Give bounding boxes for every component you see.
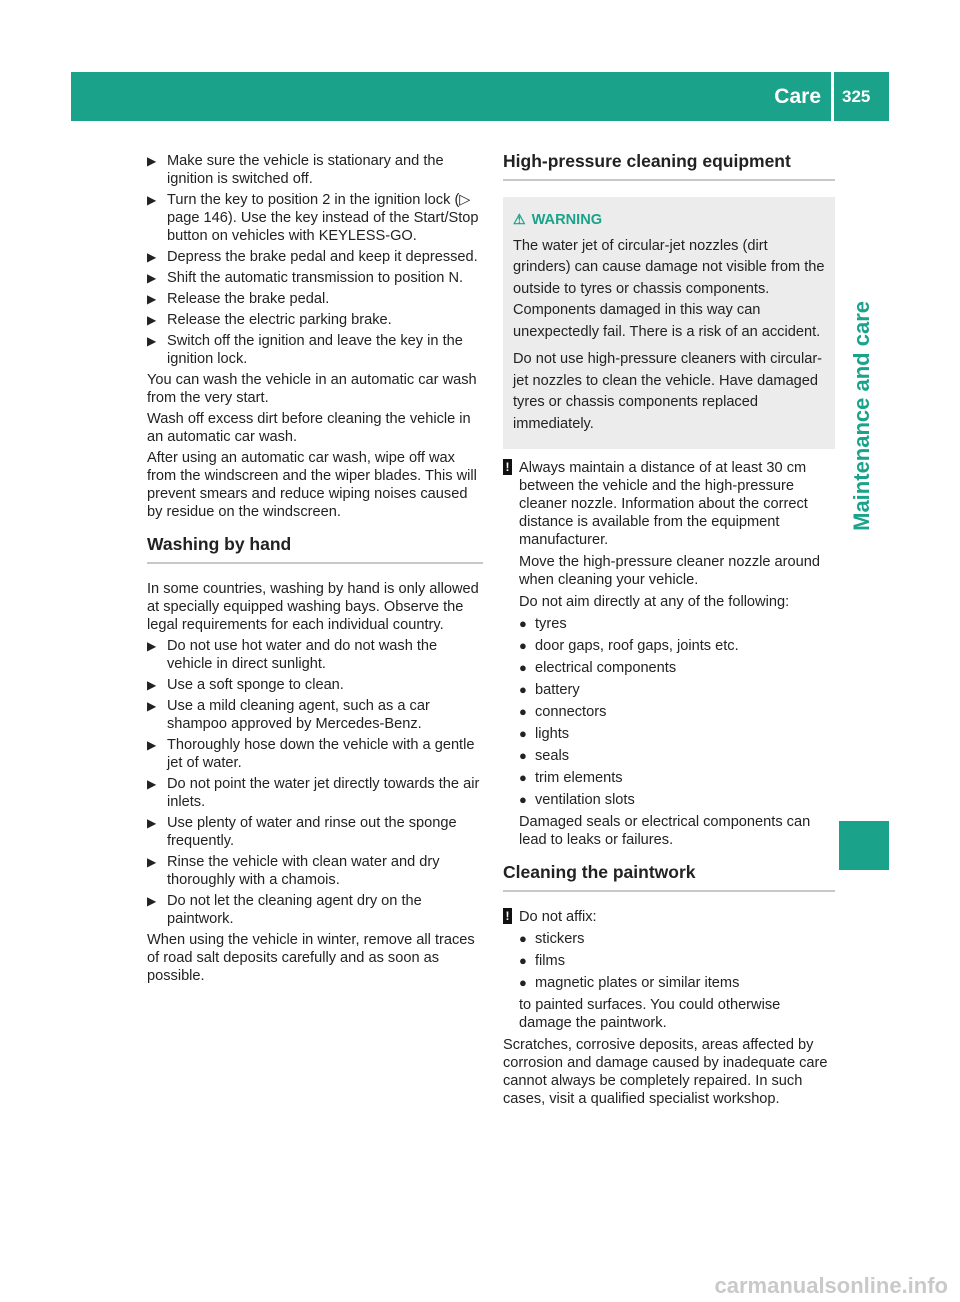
warning-label: WARNING <box>531 212 603 228</box>
list-item: ● tyres <box>519 616 567 632</box>
arrow-icon: ▶ <box>147 334 157 348</box>
note-affix <box>503 908 835 1032</box>
list-item: ● films <box>519 953 565 969</box>
bullet-icon: ● <box>519 931 527 946</box>
bullet-icon: ● <box>519 792 527 807</box>
list-item: ● seals <box>519 748 570 764</box>
step-item: ▶ Release the brake pedal. <box>147 291 330 307</box>
step-item: ▶ Thoroughly hose down the vehicle with a gentle jet of water. <box>147 737 475 771</box>
step-item: ▶ Depress the brake pedal and keep it depressed. <box>147 249 478 265</box>
exclamation-icon: ! <box>503 908 512 924</box>
bullet-icon: ● <box>519 726 527 741</box>
arrow-icon: ▶ <box>147 855 157 869</box>
note-body <box>519 459 835 849</box>
paragraph: Wash off excess dirt before cleaning the vehicle in an automatic car wash. <box>147 411 471 445</box>
arrow-icon: ▶ <box>147 154 157 168</box>
step-item: ▶ Use a mild cleaning agent, such as a car shampoo approved by Mercedes-Benz. <box>147 698 430 732</box>
step-item: ▶ Use plenty of water and rinse out the sponge frequently. <box>147 815 457 849</box>
step-item: ▶ Do not use hot water and do not wash the vehicle in direct sunlight. <box>147 638 438 672</box>
warning-text: Do not use high-pressure cleaners with circular-jet nozzles to clean the vehicle. Have damaged tyres or chassis components replaced immediately. <box>513 351 823 432</box>
paragraph: You can wash the vehicle in an automatic car wash from the very start. <box>147 372 477 406</box>
step-item: ▶ Turn the key to position 2 in the ignition lock (▷ page 146). Use the key instead of the Start/Stop button on vehicles with KEYLESS-GO. <box>147 192 479 244</box>
step-item: ▶ Use a soft sponge to clean. <box>147 677 344 693</box>
arrow-icon: ▶ <box>147 738 157 752</box>
bullet-icon: ● <box>519 770 527 785</box>
steps-hand-wash <box>147 637 483 928</box>
bullet-icon: ● <box>519 975 527 990</box>
list-item: ● trim elements <box>519 770 623 786</box>
step-item: ▶ Make sure the vehicle is stationary and the ignition is switched off. <box>147 153 444 187</box>
arrow-icon: ▶ <box>147 639 157 653</box>
arrow-icon: ▶ <box>147 894 157 908</box>
paragraph: After using an automatic car wash, wipe off wax from the windscreen and the wiper blades. This will prevent smears and reduce wiping noises caused by residue on the windscreen. <box>147 450 477 520</box>
heading-high-pressure: High-pressure cleaning equipment <box>503 152 835 181</box>
note-text: to painted surfaces. You could otherwise damage the paintwork. <box>519 997 781 1031</box>
bullet-icon: ● <box>519 616 527 631</box>
bullet-icon: ● <box>519 748 527 763</box>
step-item: ▶ Do not point the water jet directly towards the air inlets. <box>147 776 480 810</box>
bullet-icon: ● <box>519 660 527 675</box>
arrow-icon: ▶ <box>147 271 157 285</box>
arrow-icon: ▶ <box>147 313 157 327</box>
note-body <box>519 908 835 1032</box>
paragraph: In some countries, washing by hand is only allowed at specially equipped washing bays. Observe the legal requirements for each individual country. <box>147 581 479 633</box>
chapter-tab <box>839 121 889 841</box>
note-distance <box>503 459 835 849</box>
bullet-icon: ● <box>519 704 527 719</box>
arrow-icon: ▶ <box>147 193 157 207</box>
chapter-tab-block <box>839 821 889 870</box>
arrow-icon: ▶ <box>147 816 157 830</box>
heading-washing-by-hand: Washing by hand <box>147 535 483 564</box>
page-number: 325 <box>842 87 871 106</box>
warning-box <box>503 197 835 449</box>
note-text: Damaged seals or electrical components can lead to leaks or failures. <box>519 814 811 848</box>
heading-cleaning-paintwork: Cleaning the paintwork <box>503 863 835 892</box>
list-item: ● connectors <box>519 704 607 720</box>
list-item: ● door gaps, roof gaps, joints etc. <box>519 638 739 654</box>
watermark: carmanualsonline.info <box>714 1273 948 1298</box>
list-item: ● magnetic plates or similar items <box>519 975 740 991</box>
bullet-icon: ● <box>519 953 527 968</box>
note-text: Move the high-pressure cleaner nozzle around when cleaning your vehicle. <box>519 554 820 588</box>
step-item: ▶ Switch off the ignition and leave the key in the ignition lock. <box>147 333 463 367</box>
note-text: Do not aim directly at any of the following: <box>519 594 790 610</box>
step-item: ▶ Release the electric parking brake. <box>147 312 392 328</box>
bullet-icon: ● <box>519 638 527 653</box>
list-item: ● electrical components <box>519 660 677 676</box>
list-item: ● battery <box>519 682 580 698</box>
list-item: ● ventilation slots <box>519 792 635 808</box>
chapter-title: Maintenance and care <box>849 301 874 531</box>
note-text: Do not affix: <box>519 909 597 925</box>
arrow-icon: ▶ <box>147 250 157 264</box>
list-item: ● lights <box>519 726 570 742</box>
note-text: Always maintain a distance of at least 30 cm between the vehicle and the high-pressure cleaner nozzle. Information about the correct distance is available from the equipment manufacturer. <box>519 460 808 548</box>
warning-text: The water jet of circular-jet nozzles (dirt grinders) can cause damage not visible from the outside to tyres or chassis components. Components damaged in this way can unexpectedly fail. There is a risk of an accident. <box>513 237 825 340</box>
bullet-icon: ● <box>519 682 527 697</box>
right-column <box>503 152 835 1111</box>
arrow-icon: ▶ <box>147 292 157 306</box>
exclamation-icon: ! <box>503 459 512 475</box>
step-item: ▶ Rinse the vehicle with clean water and dry thoroughly with a chamois. <box>147 854 440 888</box>
step-item: ▶ Shift the automatic transmission to position N. <box>147 270 464 286</box>
arrow-icon: ▶ <box>147 678 157 692</box>
page-header <box>71 72 889 121</box>
steps-car-wash <box>147 152 483 368</box>
list-item: ● stickers <box>519 931 585 947</box>
section-title: Care <box>774 85 821 108</box>
left-column <box>147 152 483 988</box>
header-divider <box>831 72 834 121</box>
warning-triangle-icon: ⚠ <box>513 211 526 227</box>
paragraph: When using the vehicle in winter, remove all traces of road salt deposits carefully and as soon as possible. <box>147 932 475 984</box>
arrow-icon: ▶ <box>147 777 157 791</box>
paragraph: Scratches, corrosive deposits, areas affected by corrosion and damage caused by inadequate care cannot always be completely repaired. In such cases, visit a qualified specialist workshop. <box>503 1037 828 1107</box>
warning-header <box>513 209 825 232</box>
arrow-icon: ▶ <box>147 699 157 713</box>
step-item: ▶ Do not let the cleaning agent dry on the paintwork. <box>147 893 422 927</box>
